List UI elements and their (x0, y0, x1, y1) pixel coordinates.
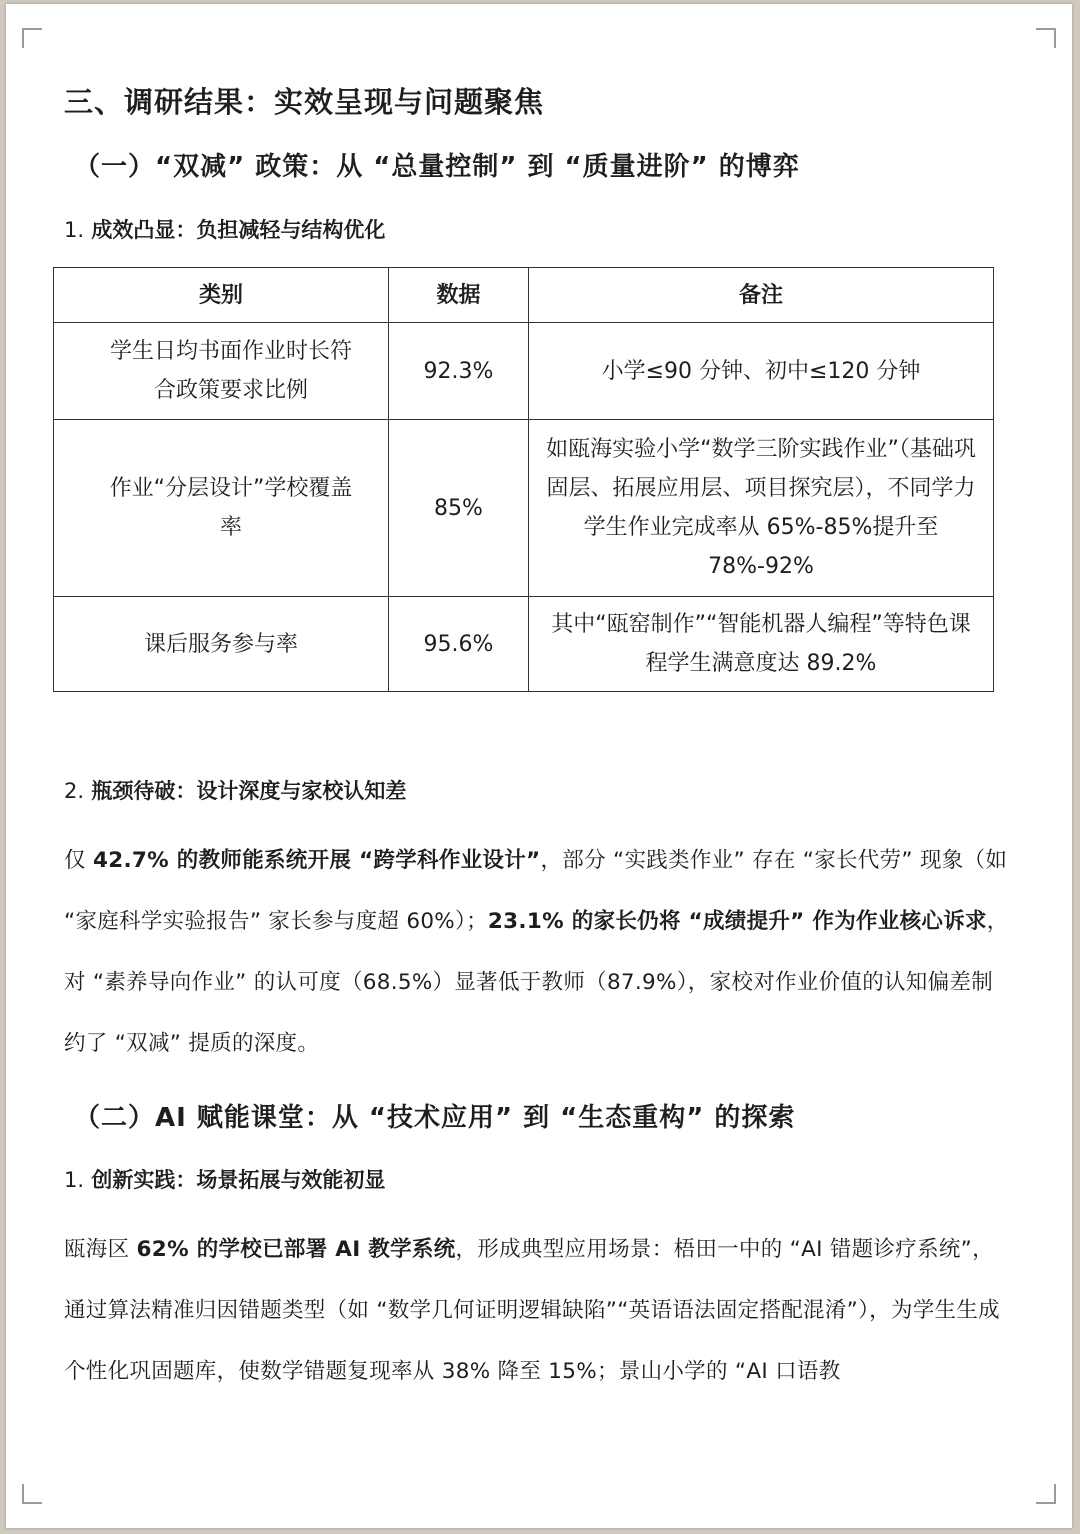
cell-value: 92.3% (389, 323, 529, 420)
crop-mark-bottom-right (1036, 1484, 1056, 1504)
subheading-number: 1. (64, 218, 85, 242)
para-run-bold: 23.1% 的家长仍将 “成绩提升” 作为作业核心诉求 (487, 909, 987, 934)
cell-category: 课后服务参与率 (54, 597, 389, 692)
subheading-number: 2. (64, 779, 85, 803)
para-run: 瓯海区 (64, 1237, 137, 1262)
section1-subheading-2 (64, 775, 406, 805)
crop-mark-top-right (1036, 28, 1056, 48)
cell-category: 学生日均书面作业时长符合政策要求比例 (54, 323, 389, 420)
para-run-bold: 62% 的学校已部署 AI 教学系统 (136, 1237, 456, 1262)
results-table (53, 267, 994, 692)
para-run-bold: 42.7% 的教师能系统开展 “跨学科作业设计” (92, 848, 541, 873)
cell-note: 其中“瓯窑制作”“智能机器人编程”等特色课程学生满意度达 89.2% (529, 597, 994, 692)
table-row (54, 420, 994, 597)
cell-value: 85% (389, 420, 529, 597)
subheading-text: 创新实践：场景拓展与效能初显 (91, 1168, 386, 1192)
subheading-text: 瓶颈待破：设计深度与家校认知差 (91, 779, 407, 803)
subheading-number: 1. (64, 1168, 85, 1192)
header-note: 备注 (529, 268, 994, 323)
cell-value: 95.6% (389, 597, 529, 692)
cell-note: 小学≤90 分钟、初中≤120 分钟 (529, 323, 994, 420)
para-run: ，部分 “实践类作业” 存在 “家长代劳” 现象（如 “家庭科学实验报告” 家长参与度超 60%）； (64, 848, 1008, 934)
para-run: ，对 “素养导向作业” 的认可度（68.5%）显著低于教师（87.9%），家校对作业价值的认知偏差制约了 “双减” 提质的深度。 (64, 909, 1009, 1056)
subheading-text: 成效凸显：负担减轻与结构优化 (91, 218, 386, 242)
cell-category: 作业“分层设计”学校覆盖率 (54, 420, 389, 597)
table-header-row (54, 268, 994, 323)
crop-mark-top-left (22, 28, 42, 48)
main-heading: 三、调研结果：实效呈现与问题聚焦 (64, 85, 545, 119)
section2-title: （二）AI 赋能课堂：从 “技术应用” 到 “生态重构” 的探索 (74, 1103, 796, 1133)
section1-title: （一）“双减” 政策：从 “总量控制” 到 “质量进阶” 的博弈 (74, 152, 800, 182)
table-row (54, 597, 994, 692)
header-category: 类别 (54, 268, 389, 323)
table-row (54, 323, 994, 420)
cell-note: 如瓯海实验小学“数学三阶实践作业”（基础巩固层、拓展应用层、项目探究层），不同学力学生作业完成率从 65%-85%提升至 78%-92% (529, 420, 994, 597)
section2-subheading-1 (64, 1164, 385, 1194)
section1-paragraph (64, 830, 1009, 1074)
para-run: 仅 (64, 848, 93, 873)
para-run: ，形成典型应用场景：梧田一中的 “AI 错题诊疗系统”，通过算法精准归因错题类型（如 “数学几何证明逻辑缺陷”“英语语法固定搭配混淆”），为学生生成个性化巩固题库，使数学错题复现率从 38% 降至 15%；景山小学的 “AI 口语教 (64, 1237, 1000, 1384)
section2-paragraph (64, 1219, 1009, 1402)
header-data: 数据 (389, 268, 529, 323)
crop-mark-bottom-left (22, 1484, 42, 1504)
section1-subheading-1 (64, 214, 385, 244)
